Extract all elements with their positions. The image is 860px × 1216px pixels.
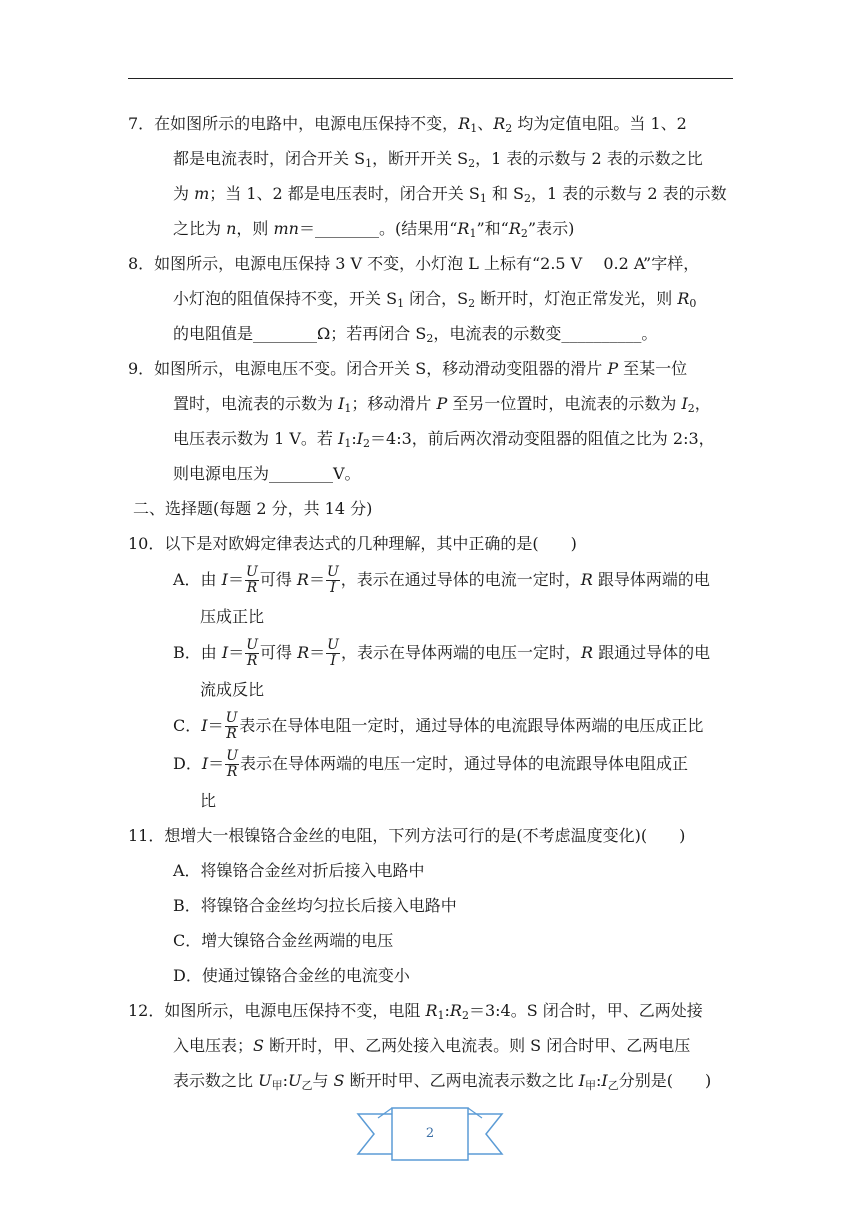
fraction-u-over-r: $\frac{U}{R}$: [246, 637, 259, 669]
question-11-option-c: C．增大镍铬合金丝两端的电压: [173, 931, 394, 950]
section-2-heading: 二、选择题(每题 2 分，共 14 分): [133, 499, 373, 518]
question-10-option-a: A．由 I＝ $\frac{U}{R}$ 可得 R＝ $\frac{U}{I}$ ，表示在通过导体的电流一定时，R 跟导体两端的电: [173, 564, 710, 596]
question-7-line-4: 之比为 n，则 mn＝________。(结果用“$R_1$”和“$R_2$”表示): [173, 219, 575, 240]
question-10-option-b: B．由 I＝ $\frac{U}{R}$ 可得 R＝ $\frac{U}{I}$ ，表示在导体两端的电压一定时，R 跟通过导体的电: [173, 637, 711, 669]
question-12-line-3: 表示数之比 $U_甲:U_乙$与 S 断开时甲、乙两电流表示数之比 $I_甲:I_乙$分别是( ): [173, 1071, 712, 1092]
fraction-u-over-r: $\frac{U}{R}$: [225, 710, 238, 742]
header-rule: [128, 78, 733, 79]
page-number-badge: [356, 1104, 504, 1164]
fraction-u-over-i: $\frac{U}{I}$: [326, 564, 339, 596]
question-11-option-b: B．将镍铬合金丝均匀拉长后接入电路中: [173, 896, 457, 915]
question-12-line-1: 12．如图所示，电源电压保持不变，电阻 $R_1:R_2=3:4$。S 闭合时，甲、乙两处接: [128, 1001, 703, 1022]
question-7-line-1: 7．在如图所示的电路中，电源电压保持不变，$R_1$、$R_2$ 均为定值电阻。当 1、2: [128, 114, 687, 135]
question-9-line-1: 9．如图所示，电源电压不变。闭合开关 S，移动滑动变阻器的滑片 P 至某一位: [128, 359, 688, 378]
question-8-line-1: 8．如图所示，电源电压保持 3 V 不变，小灯泡 L 上标有“2.5 V 0.2 A”字样，: [128, 254, 700, 273]
question-10-option-a-cont: 压成正比: [200, 607, 265, 626]
question-11-option-a: A．将镍铬合金丝对折后接入电路中: [173, 861, 425, 880]
question-10-option-b-cont: 流成反比: [200, 680, 265, 699]
fraction-u-over-r: $\frac{U}{R}$: [246, 564, 258, 596]
question-8-line-3: 的电阻值是________Ω；若再闭合 $S_2$，电流表的示数变__________。: [173, 324, 658, 345]
question-7-line-2: 都是电流表时，闭合开关 $S_1$，断开开关 $S_2$，1 表的示数与 2 表的示数之比: [173, 149, 703, 170]
page-content: [128, 106, 733, 1098]
question-9-line-2: 置时，电流表的示数为 $I_1$；移动滑片 P 至另一位置时，电流表的示数为 $I_2$，: [173, 394, 711, 415]
question-10-option-d-cont: 比: [200, 791, 217, 810]
question-7-line-3: 为 m；当 1、2 都是电压表时，闭合开关 $S_1$ 和 $S_2$，1 表的示数与 2 表的示数: [173, 184, 727, 205]
question-10-option-c: C．I＝ $\frac{U}{R}$ 表示在导体电阻一定时，通过导体的电流跟导体两端的电压成正比: [173, 710, 704, 742]
question-12-line-2: 入电压表；S 断开时，甲、乙两处接入电流表。则 S 闭合时甲、乙两电压: [173, 1036, 691, 1055]
question-10-stem: 10．以下是对欧姆定律表达式的几种理解，其中正确的是( ): [128, 534, 577, 553]
question-10-option-d: D．I＝ $\frac{U}{R}$ 表示在导体两端的电压一定时，通过导体的电流跟导体电阻成正: [173, 748, 689, 780]
question-11-option-d: D．使通过镍铬合金丝的电流变小: [173, 966, 410, 985]
question-8-line-2: 小灯泡的阻值保持不变，开关 $S_1$ 闭合，$S_2$ 断开时，灯泡正常发光，则 $R_0$: [173, 289, 697, 310]
page-number: 2: [425, 1126, 435, 1141]
fraction-u-over-i: $\frac{U}{I}$: [327, 637, 339, 669]
question-9-line-4: 则电源电压为________V。: [173, 464, 361, 483]
question-9-line-3: 电压表示数为 1 V。若 $I_1:I_2=4:3$，前后两次滑动变阻器的阻值之比为 2:3，: [173, 429, 715, 450]
question-11-stem: 11．想增大一根镍铬合金丝的电阻，下列方法可行的是(不考虑温度变化)( ): [128, 826, 686, 845]
fraction-u-over-r: $\frac{U}{R}$: [226, 748, 238, 780]
